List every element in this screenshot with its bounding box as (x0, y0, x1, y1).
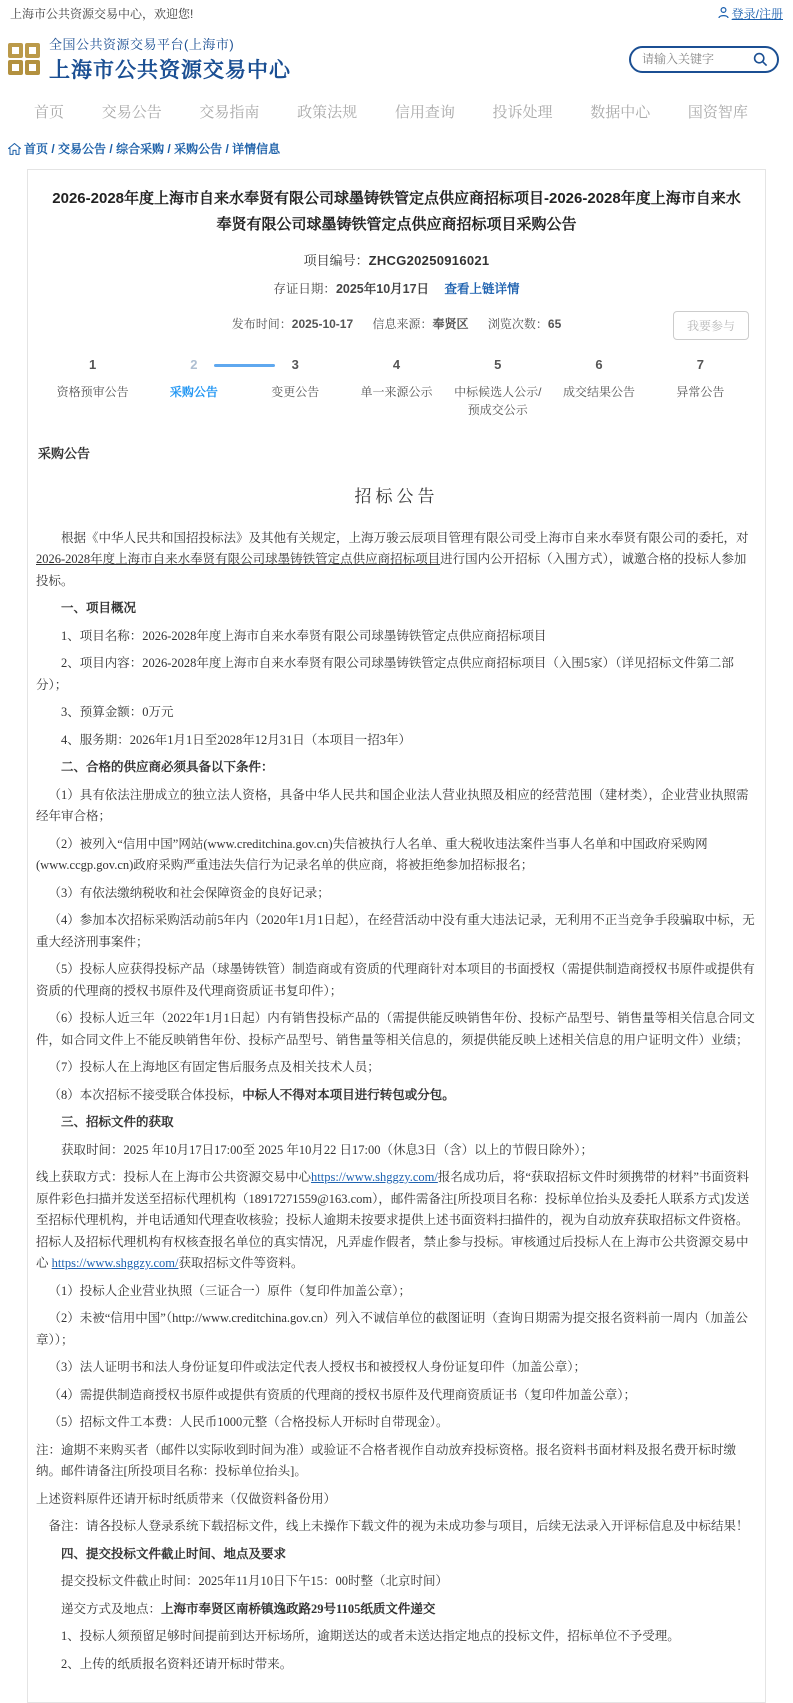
breadcrumb (0, 131, 793, 163)
nav-item-7[interactable]: 国资智库 (687, 104, 748, 121)
breadcrumb-separator: / (48, 142, 59, 156)
breadcrumb-link-1[interactable]: 交易公告 (58, 142, 107, 156)
paragraph-12: （6）投标人近三年（2022年1月1日起）内有销售投标产品的（需提供能反映销售年份、投标产品型号、销售量等相关信息合同文件，如合同文件上不能反映销售年份、投标产品型号、销售量等相关信息的，须提供能反映上述相关信息的用户证明文件）业绩； (36, 1011, 755, 1047)
deposit-date-label: 存证日期： (273, 281, 336, 296)
nav-item-0[interactable]: 首页 (34, 104, 65, 121)
paragraph-11: （5）投标人应获得投标产品（球墨铸铁管）制造商或有资质的代理商针对本项目的书面授权（需提供制造商授权书原件或提供有资质的代理商的授权书原件及代理商资质证书复印件）； (36, 962, 755, 998)
step-number: 5 (494, 356, 502, 372)
paragraph-0: 根据《中华人民共和国招投标法》及其他有关规定，上海万骏云辰项目管理有限公司受上海市自来水奉贤有限公司的委托，对2026-2028年度上海市自来水奉贤有限公司球墨铸铁管定点供应商招标项目进行国内公开招标（入围方式），诚邀合格的投标人参加投标。 (36, 530, 749, 588)
search-icon[interactable] (753, 52, 768, 67)
step-number: 6 (595, 356, 603, 372)
brand-block (49, 34, 291, 84)
paragraph-18: （1）投标人企业营业执照（三证合一）原件（复印件加盖公章）； (48, 1283, 412, 1298)
site-header (0, 26, 793, 94)
article-body (36, 525, 757, 1679)
paragraph-23: 注：逾期不来购买者（邮件以实际收到时间为准）或验证不合格者视作自动放弃投标资格。报名资料书面材料及报名费开标时缴纳。邮件请备注[所投项目名称：投标单位抬头]。 (36, 1442, 737, 1478)
search-input[interactable] (640, 51, 753, 67)
paragraph-22: （5）招标文件工本费：人民币1000元整（合格投标人开标时自带现金）。 (48, 1415, 449, 1429)
paragraph-2: 1、项目名称：2026-2028年度上海市自来水奉贤有限公司球墨铸铁管定点供应商招标项目 (61, 628, 547, 643)
project-number-value: ZHCG20250916021 (368, 252, 490, 268)
paragraph-30: 2、上传的纸质报名资料还请开标时带来。 (61, 1656, 293, 1671)
deposit-date-row (36, 279, 757, 297)
breadcrumb-separator: / (106, 142, 117, 156)
view-count-value: 65 (547, 316, 562, 331)
participate-button[interactable]: 我要参与 (673, 311, 749, 340)
notice-detail-panel (27, 169, 766, 1703)
nav-item-6[interactable]: 数据中心 (590, 104, 651, 121)
step-label: 资格预审公告 (56, 384, 129, 399)
main-nav (0, 94, 793, 131)
section-tab-purchase-notice: 采购公告 (38, 445, 91, 461)
paragraph-19: （2）未被“信用中国”（http://www.creditchina.gov.cn）列入不诚信单位的截图证明（查询日期需为提交报名资料前一周内（加盖公章））； (36, 1311, 748, 1347)
login-register-link[interactable] (718, 5, 783, 22)
info-source-label: 信息来源： (372, 316, 433, 331)
step-1 (42, 357, 143, 419)
paragraph-17: 线上获取方式：投标人在上海市公共资源交易中心https://www.shggzy.com/报名成功后，将“获取招标文件时须携带的材料”书面资料原件彩色扫描并发送至招标代理机构（18917271559@163.com），邮件需备注[所投项目名称：投标单位抬头及委托人联系方式]发送至招标代理机构，并电话通知代理查收核验；投标人逾期未按要求提供上述书面资料扫描件的，视为自动放弃获取招标文件资格。招标人及招标代理机构有权核查报名单位的真实情况，凡弄虚作假者，禁止参与投标。审核通过后投标人在上海市公共资源交易中心 https://www.shggzy.com/获取招标文件等资料。 (36, 1170, 750, 1270)
paragraph-3: 2、项目内容：2026-2028年度上海市自来水奉贤有限公司球墨铸铁管定点供应商招标项目（入围5家）（详见招标文件第二部分）； (36, 656, 734, 692)
step-label: 中标候选人公示/预成交公示 (454, 384, 542, 417)
step-7 (650, 357, 751, 419)
paragraph-29: 1、投标人须预留足够时间提前到达开标场所，逾期送达的或者未送达指定地点的投标文件，招标单位不予受理。 (61, 1629, 680, 1643)
nav-item-4[interactable]: 信用查询 (394, 104, 455, 121)
top-utility-bar (0, 0, 793, 26)
step-number: 4 (392, 356, 401, 372)
step-number: 3 (291, 356, 299, 372)
step-number: 1 (89, 356, 97, 372)
publish-meta-row (36, 311, 757, 337)
step-label: 成交结果公告 (563, 384, 636, 399)
article (36, 482, 757, 1679)
platform-name: 全国公共资源交易平台(上海市) (49, 37, 235, 52)
paragraph-7: （1）具有依法注册成立的独立法人资格，具备中华人民共和国企业法人营业执照及相应的经营范围（建材类），企业营业执照需经年审合格； (36, 787, 749, 823)
breadcrumb-separator: / (222, 142, 233, 156)
steps (42, 357, 751, 419)
paragraph-13: （7）投标人在上海地区有固定售后服务点及相关技术人员； (48, 1060, 380, 1074)
step-label: 采购公告 (169, 384, 218, 399)
paragraph-4: 3、预算金额：0万元 (61, 705, 174, 719)
breadcrumb-separator: / (164, 142, 175, 156)
step-number: 2 (190, 356, 198, 372)
paragraph-20: （3）法人证明书和法人身份证复印件或法定代表人授权书和被授权人身份证复印件（加盖公章）； (48, 1360, 587, 1374)
inline-url-link[interactable]: https://www.shggzy.com/ (51, 1256, 179, 1270)
nav-item-5[interactable]: 投诉处理 (492, 104, 553, 121)
step-number: 7 (696, 356, 704, 372)
step-label: 变更公告 (271, 384, 320, 399)
paragraph-21: （4）需提供制造商授权书原件或提供有资质的代理商的授权书原件及代理商资质证书（复印件加盖公章）； (48, 1387, 637, 1402)
paragraph-25: 备注：请各投标人登录系统下载招标文件，线上未操作下载文件的视为未成功参与项目，后续无法录入开评标信息及中标结果！ (48, 1519, 749, 1533)
paragraph-8: （2）被列入“信用中国”网站(www.creditchina.gov.cn)失信被执行人名单、重大税收违法案件当事人名单和中国政府采购网(www.ccgp.gov.cn)政府采购严重违法失信行为记录名单的供应商，将被拒绝参加招标报名； (36, 836, 708, 872)
login-register-label: 登录/注册 (731, 6, 783, 21)
paragraph-27: 提交投标文件截止时间：2025年11月10日下午15：00时整（北京时间） (61, 1574, 449, 1588)
deposit-date-value: 2025年10月17日 (335, 281, 430, 296)
breadcrumb-link-2[interactable]: 综合采购 (116, 142, 165, 156)
step-5 (447, 357, 548, 419)
paragraph-5: 4、服务期：2026年1月1日至2028年12月31日（本项目一招3年） (61, 732, 412, 747)
paragraph-24: 上述资料原件还请开标时纸质带来（仅做资料备份用） (36, 1491, 337, 1506)
paragraph-28: 递交方式及地点：上海市奉贤区南桥镇逸政路29号1105纸质文件递交 (61, 1601, 436, 1616)
breadcrumb-link-4[interactable]: 详情信息 (232, 142, 281, 156)
step-label: 单一来源公示 (360, 384, 433, 399)
nav-item-3[interactable]: 政策法规 (297, 104, 358, 121)
nav-item-2[interactable]: 交易指南 (199, 104, 260, 121)
step-6 (548, 357, 649, 419)
paragraph-26: 四、提交投标文件截止时间、地点及要求 (61, 1546, 287, 1561)
paragraph-10: （4）参加本次招标采购活动前5年内（2020年1月1日起），在经营活动中没有重大违法记录，无利用不正当竞争手段骗取中标，无重大经济刑事案件； (36, 913, 755, 949)
step-label: 异常公告 (676, 384, 725, 399)
paragraph-15: 三、招标文件的获取 (61, 1115, 174, 1129)
breadcrumb-links (24, 140, 280, 157)
user-icon (718, 7, 729, 19)
project-number-row (36, 250, 757, 269)
project-number-label: 项目编号： (303, 252, 369, 268)
welcome-text: 上海市公共资源交易中心，欢迎您! (10, 6, 194, 21)
site-name: 上海市公共资源交易中心 (49, 59, 291, 82)
step-4 (346, 357, 447, 419)
breadcrumb-link-0[interactable]: 首页 (24, 142, 49, 156)
site-logo-icon (8, 43, 40, 75)
paragraph-1: 一、项目概况 (61, 601, 137, 615)
view-count-label: 浏览次数： (487, 316, 548, 331)
paragraph-14: （8）本次招标不接受联合体投标，中标人不得对本项目进行转包或分包。 (48, 1087, 455, 1102)
active-step-connector (214, 364, 275, 367)
notice-title: 2026-2028年度上海市自来水奉贤有限公司球墨铸铁管定点供应商招标项目-2026-2028年度上海市自来水奉贤有限公司球墨铸铁管定点供应商招标项目采购公告 (52, 190, 741, 234)
article-heading: 招标公告 (354, 486, 439, 506)
nav-item-1[interactable]: 交易公告 (101, 104, 162, 121)
paragraph-16: 获取时间：2025 年10月17日17:00至 2025 年10月22 日17:00（休息3日（含）以上的节假日除外）； (61, 1142, 593, 1157)
info-source-value: 奉贤区 (432, 316, 469, 331)
search-box[interactable] (629, 46, 779, 73)
home-icon (8, 143, 21, 155)
publish-date-value: 2025-10-17 (291, 316, 354, 331)
paragraph-6: 二、合格的供应商必须具备以下条件： (61, 760, 274, 774)
breadcrumb-link-3[interactable]: 采购公告 (174, 142, 223, 156)
inline-url-link[interactable]: https://www.shggzy.com/ (311, 1170, 438, 1184)
paragraph-9: （3）有依法缴纳税收和社会保障资金的良好记录； (48, 885, 330, 900)
view-chain-detail-link[interactable]: 查看上链详情 (444, 281, 520, 296)
publish-date-label: 发布时间： (231, 316, 292, 331)
